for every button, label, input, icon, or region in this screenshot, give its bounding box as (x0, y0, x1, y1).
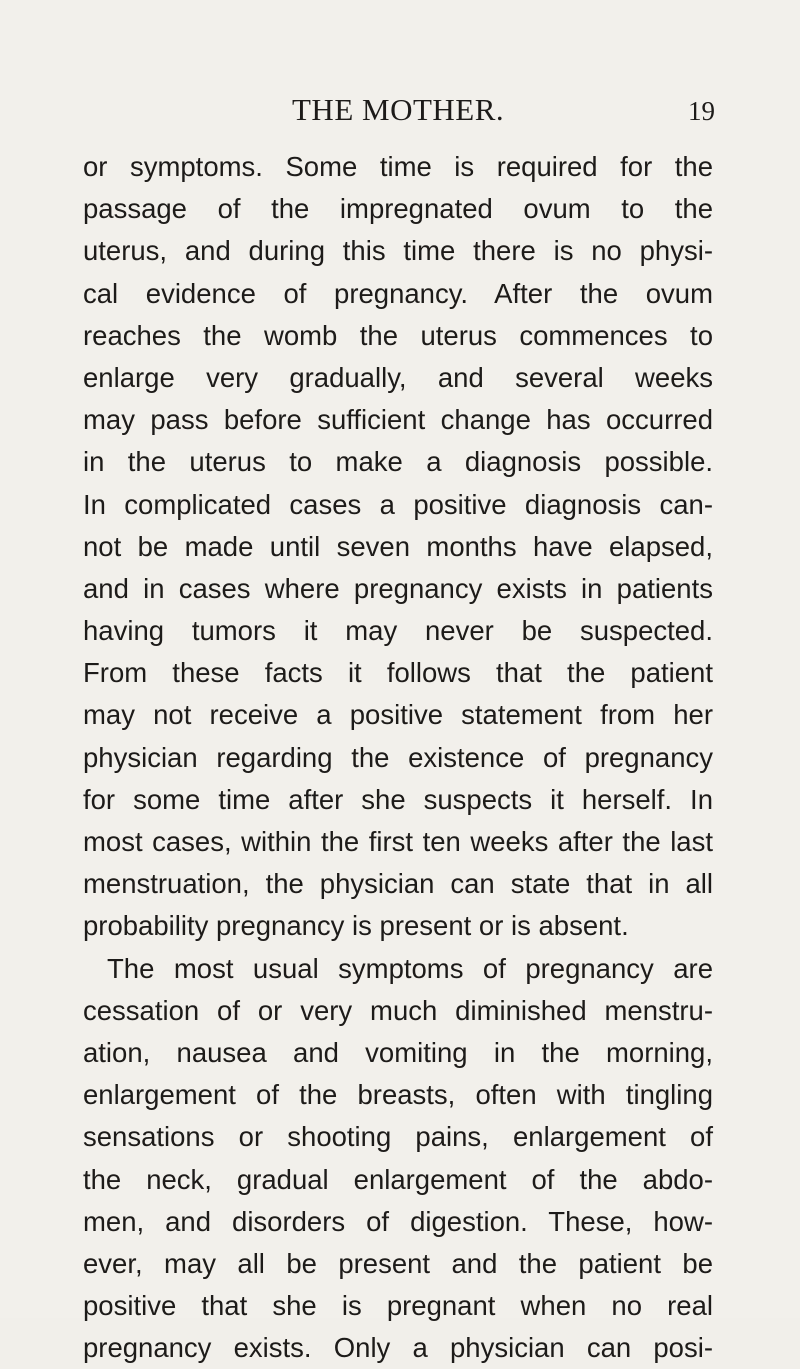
text-line: probability pregnancy is present or is absent. (83, 910, 629, 942)
running-head (0, 92, 800, 132)
text-line: physician regarding the existence of pregnancy (83, 741, 713, 773)
page-number: 19 (688, 96, 715, 126)
text-line: may not receive a positive statement from her (83, 699, 713, 731)
text-line: In complicated cases a positive diagnosis can- (83, 488, 713, 520)
text-line: uterus, and during this time there is no physi- (83, 235, 713, 267)
text-line: passage of the impregnated ovum to the (83, 193, 713, 225)
text-line: may pass before sufficient change has occurred (83, 404, 713, 436)
text-line: men, and disorders of digestion. These, how- (83, 1205, 713, 1237)
text-line: enlargement of the breasts, often with tingling (83, 1079, 713, 1111)
text-line: positive that she is pregnant when no real (83, 1290, 713, 1322)
text-line: having tumors it may never be suspected. (83, 615, 713, 647)
text-line: or symptoms. Some time is required for the (83, 151, 713, 182)
text-line: reaches the womb the uterus commences to (83, 319, 713, 351)
text-line: most cases, within the first ten weeks after the last (83, 826, 713, 857)
running-title: THE MOTHER. (292, 92, 505, 127)
text-line: and in cases where pregnancy exists in patients (83, 572, 713, 604)
text-line: The most usual symptoms of pregnancy are (107, 952, 713, 984)
body-text (83, 146, 713, 1369)
text-line: ever, may all be present and the patient be (83, 1247, 713, 1279)
text-line: in the uterus to make a diagnosis possible. (83, 446, 713, 478)
text-line: not be made until seven months have elapsed, (83, 530, 713, 562)
text-line: cessation of or very much diminished menstru- (83, 994, 713, 1026)
text-line: enlarge very gradually, and several weeks (83, 361, 713, 393)
text-line: the neck, gradual enlargement of the abdo- (83, 1163, 713, 1195)
text-line: menstruation, the physician can state that in all (83, 868, 713, 900)
text-line: ation, nausea and vomiting in the morning, (83, 1036, 713, 1068)
text-line: pregnancy exists. Only a physician can posi- (83, 1332, 713, 1364)
text-line: From these facts it follows that the patient (83, 657, 713, 689)
text-line: cal evidence of pregnancy. After the ovum (83, 277, 713, 309)
text-line: for some time after she suspects it herself. In (83, 783, 713, 815)
text-line: sensations or shooting pains, enlargement of (83, 1121, 713, 1153)
